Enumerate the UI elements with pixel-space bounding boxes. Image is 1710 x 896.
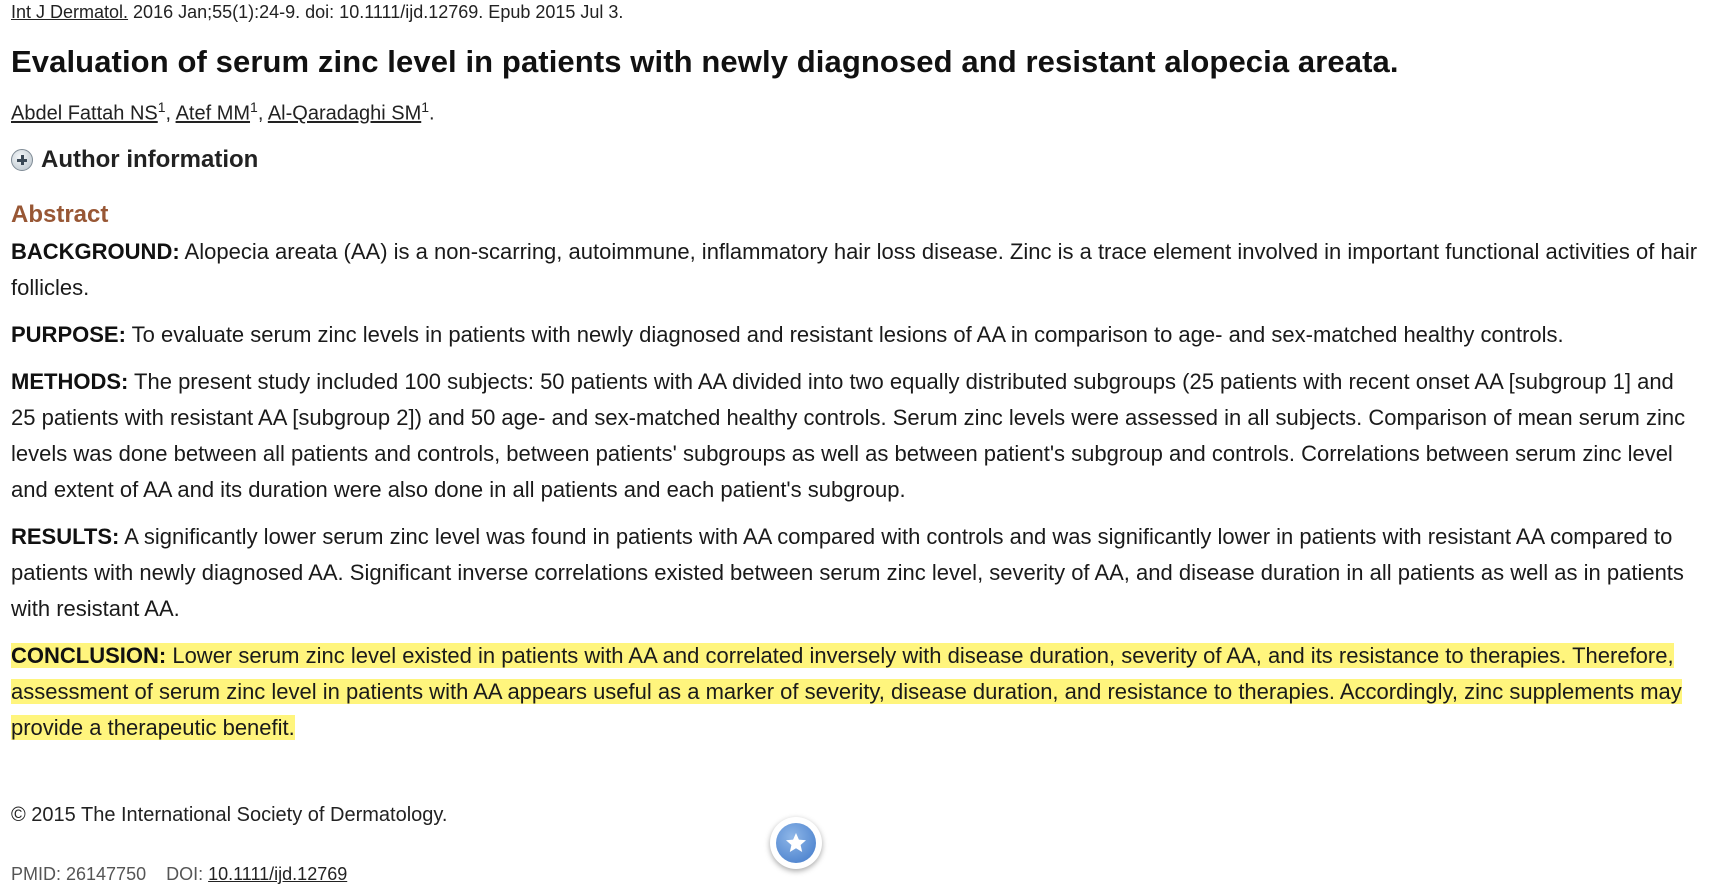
abstract-body <box>11 234 1699 757</box>
doi-label: DOI: <box>166 864 209 884</box>
copyright-notice: © 2015 The International Society of Dermatology. <box>11 804 448 826</box>
conclusion-highlight <box>11 643 1682 740</box>
citation-line <box>11 2 623 23</box>
author-separator: , <box>257 102 268 125</box>
section-label: RESULTS: <box>11 524 120 549</box>
author-information-label: Author information <box>41 146 259 173</box>
section-text: Alopecia areata (AA) is a non-scarring, autoimmune, inflammatory hair loss disease. Zinc is a trace element involved in important functional activities of hair follicles. <box>11 239 1698 300</box>
doi-link[interactable]: 10.1111/ijd.12769 <box>208 864 348 884</box>
article-title: Evaluation of serum zinc level in patients with newly diagnosed and resistant alopecia areata. <box>11 44 1399 79</box>
author-separator: , <box>165 102 176 125</box>
section-text: The present study included 100 subjects: 50 patients with AA divided into two equally distributed subgroups (25 patients with recent onset AA [subgroup 1] and 25 patients with resistant AA [subgroup 2]) and 50 age- and sex-matched healthy controls. Serum zinc levels were assessed in all subjects. Comparison of mean serum zinc levels was done between all patients and controls, between patients' subgroups as well as between patient's subgroup and controls. Correlations between serum zinc level and extent of AA and its duration were also done in all patients and each patient's subgroup. <box>11 369 1686 502</box>
floating-favorite-button[interactable] <box>770 817 822 869</box>
section-text: To evaluate serum zinc levels in patients with newly diagnosed and resistant lesions of AA in comparison to age- and sex-matched healthy controls. <box>125 322 1564 347</box>
citation-details: 2016 Jan;55(1):24-9. doi: 10.1111/ijd.12769. Epub 2015 Jul 3. <box>128 2 624 22</box>
plus-circle-icon[interactable] <box>11 149 33 171</box>
pmid: PMID: 26147750 <box>11 864 147 884</box>
author-list <box>11 99 435 126</box>
abstract-background <box>11 234 1699 306</box>
author-affil: 1 <box>250 99 258 115</box>
section-label: METHODS: <box>11 369 129 394</box>
abstract-results <box>11 519 1699 627</box>
section-text: A significantly lower serum zinc level was found in patients with AA compared with controls and was significantly lower in patients with resistant AA compared to patients with newly diagnosed AA. Significant inverse correlations existed between serum zinc level, severity of AA, and disease duration in all patients as well as in patients with resistant AA. <box>11 524 1684 621</box>
abstract-purpose <box>11 317 1699 353</box>
star-icon <box>784 831 808 855</box>
author-link[interactable]: Abdel Fattah NS <box>11 102 158 125</box>
section-label: CONCLUSION: <box>11 643 167 668</box>
author-separator: . <box>429 102 435 125</box>
author-affil: 1 <box>157 99 166 115</box>
journal-link[interactable]: Int J Dermatol. <box>11 2 129 22</box>
article-identifiers <box>11 864 347 885</box>
author-affil: 1 <box>421 99 430 115</box>
author-information-toggle[interactable] <box>11 146 258 174</box>
abstract-heading: Abstract <box>11 201 109 228</box>
section-text: Lower serum zinc level existed in patients with AA and correlated inversely with disease duration, severity of AA, and its resistance to therapies. Therefore, assessment of serum zinc level in patients with AA appears useful as a marker of severity, disease duration, and resistance to therapies. Accordingly, zinc supplements may provide a therapeutic benefit. <box>11 643 1682 740</box>
author-link[interactable]: Atef MM <box>175 102 251 125</box>
section-label: BACKGROUND: <box>11 239 180 264</box>
abstract-methods <box>11 364 1699 508</box>
star-icon-bg <box>776 823 816 863</box>
abstract-conclusion <box>11 638 1699 746</box>
section-label: PURPOSE: <box>11 322 126 347</box>
author-link[interactable]: Al-Qaradaghi SM <box>267 102 422 125</box>
